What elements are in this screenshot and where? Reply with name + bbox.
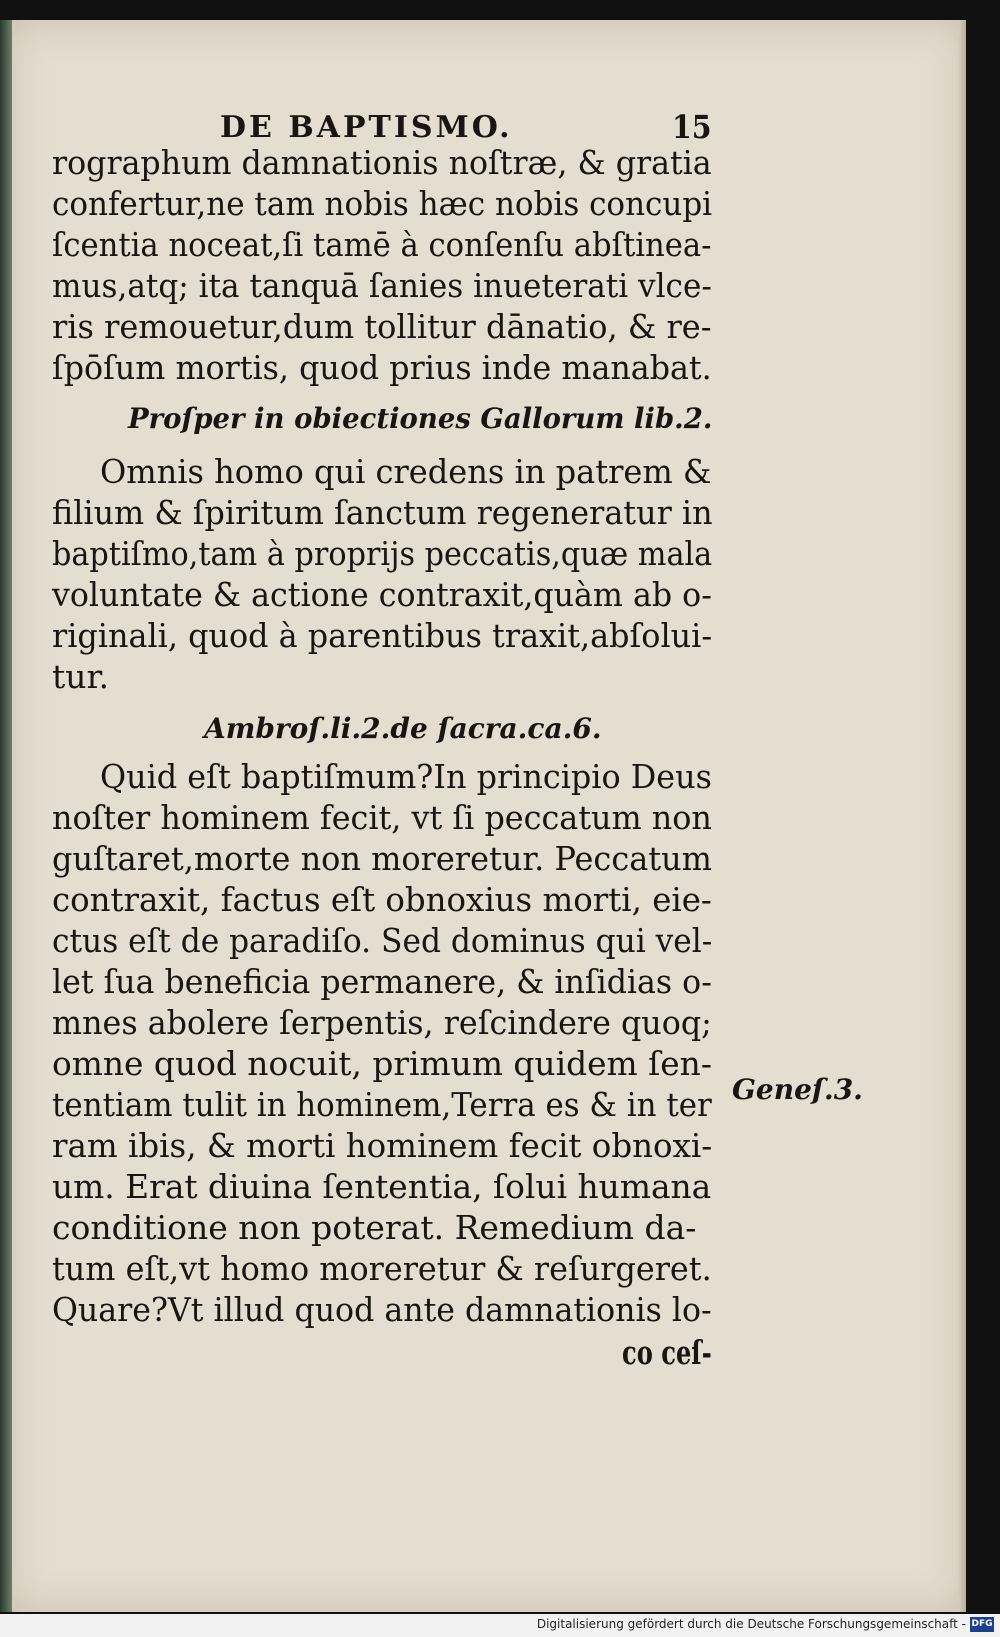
body-line: noſter hominem fecit, vt ſi peccatum non bbox=[52, 798, 712, 837]
body-line: ſpōſum mortis, quod prius inde manabat. bbox=[52, 348, 712, 387]
body-line: tur. bbox=[52, 657, 110, 696]
body-line: Omnis homo qui credens in patrem & bbox=[100, 452, 712, 491]
body-line: tentiam tulit in hominem,Terra es & in ter bbox=[52, 1085, 712, 1124]
body-line: mnes abolere ſerpentis, reſcindere quoq; bbox=[52, 1003, 712, 1042]
body-line: let ſua beneficia permanere, & inſidias o- bbox=[52, 962, 712, 1001]
body-line: um. Erat diuina ſententia, ſolui humana bbox=[52, 1167, 712, 1206]
body-line: Quid eſt baptiſmum?In principio Deus bbox=[100, 757, 712, 796]
body-line: voluntate & actione contraxit,quàm ab o- bbox=[52, 575, 712, 614]
body-line: tum eſt,vt homo moreretur & reſurgeret. bbox=[52, 1249, 712, 1288]
body-line: guſtaret,morte non moreretur. Peccatum bbox=[52, 839, 712, 878]
body-line: confertur,ne tam nobis hæc nobis concupi bbox=[52, 184, 713, 223]
body-line: riginali, quod à parentibus traxit,abſolui- bbox=[52, 616, 713, 655]
body-line: ram ibis, & morti hominem fecit obnoxi- bbox=[52, 1126, 713, 1165]
page-number: 15 bbox=[672, 108, 712, 146]
section-heading: Proſper in obiectiones Gallorum lib.2. bbox=[128, 402, 713, 435]
body-line: rographum damnationis noſtræ, & gratia bbox=[52, 143, 712, 182]
running-header: DE BAPTISMO. bbox=[220, 110, 513, 145]
body-line: mus,atq; ita tanquā ſanies inueterati vlce- bbox=[52, 266, 712, 305]
footer-credit: Digitalisierung gefördert durch die Deutsche Forschungsgemeinschaft - bbox=[536, 1617, 966, 1631]
body-line: Quare?Vt illud quod ante damnationis lo- bbox=[52, 1290, 712, 1329]
body-line: omne quod nocuit, primum quidem ſen- bbox=[52, 1044, 712, 1083]
catchword: co ceſ- bbox=[622, 1333, 712, 1372]
margin-note: Geneſ.3. bbox=[732, 1073, 863, 1106]
body-line: ris remouetur,dum tollitur dānatio, & re- bbox=[52, 307, 712, 346]
body-line: filium & ſpiritum ſanctum regeneratur in bbox=[52, 493, 713, 532]
body-line: conditione non poterat. Remedium da- bbox=[52, 1208, 697, 1247]
dfg-logo: DFG bbox=[970, 1617, 994, 1632]
section-heading: Ambroſ.li.2.de ſacra.ca.6. bbox=[204, 712, 602, 745]
body-line: ſcentia noceat,ſi tamē à conſenſu abſtinea- bbox=[52, 225, 712, 264]
footer-bar bbox=[0, 1614, 1000, 1637]
body-line: ctus eſt de paradiſo. Sed dominus qui vel- bbox=[52, 921, 713, 960]
body-line: baptiſmo,tam à proprijs peccatis,quæ mala bbox=[52, 534, 713, 573]
book-spine bbox=[0, 20, 12, 1612]
page-edge bbox=[958, 20, 966, 1612]
body-line: contraxit, factus eſt obnoxius morti, eie- bbox=[52, 880, 712, 919]
